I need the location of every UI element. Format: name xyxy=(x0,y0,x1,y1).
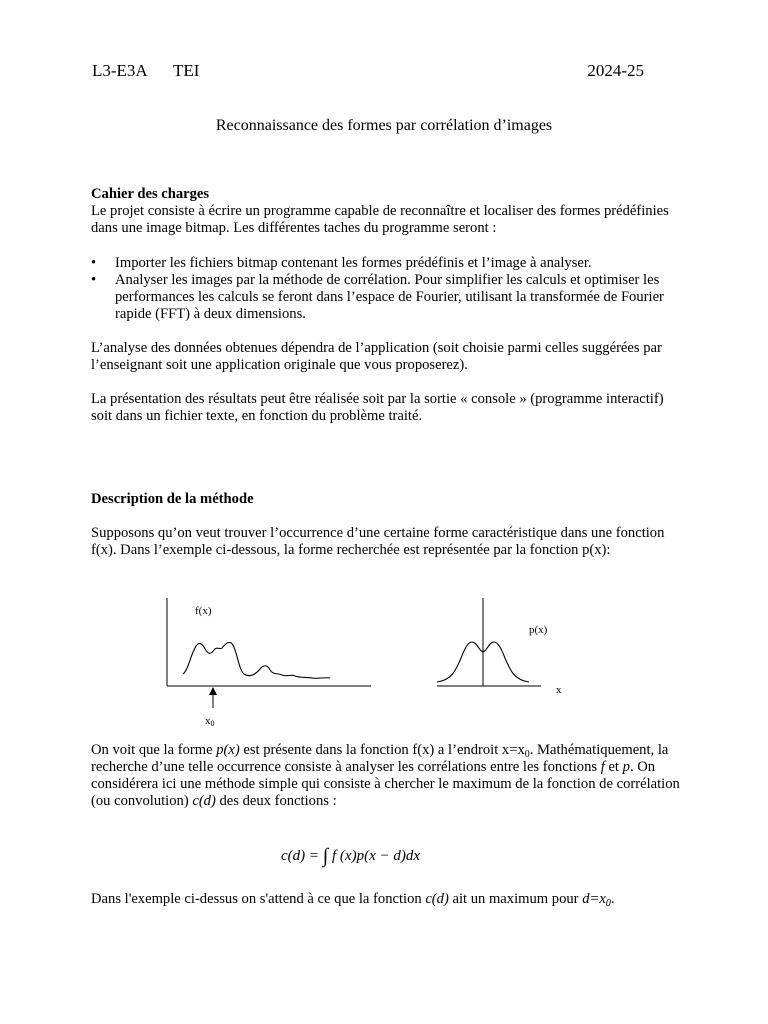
cahier-bullets xyxy=(91,255,681,323)
section-cahier xyxy=(91,186,681,237)
formula-rhs: f (x)p(x − d)dx xyxy=(332,848,421,864)
bullet-item-import: • Importer les fichiers bitmap contenant les formes prédéfinis et l’image à analyser. xyxy=(91,255,681,272)
methode-intro: Supposons qu’on veut trouver l’occurrence d’une certaine forme caractéristique dans une fonction f(x). Dans l’exemple ci-dessous, la forme recherchée est représentée par la fonction p(x): xyxy=(91,525,665,558)
cahier-intro: Le projet consiste à écrire un programme capable de reconnaître et localiser des formes prédéfinies dans une image bitmap. Les différentes taches du programme seront : xyxy=(91,203,669,236)
bullet-item-analyse: • Analyser les images par la méthode de corrélation. Pour simplifier les calculs et optimiser les performances les calculs se feront dans l’espace de Fourier, utilisant la transformée de Fourier rapide (FFT) à deux dimensions. xyxy=(91,272,681,323)
course-code: L3-E3A xyxy=(92,61,148,80)
x0-arrow-head xyxy=(209,687,217,695)
example-figure xyxy=(0,590,768,740)
document-title: Reconnaissance des formes par corrélation d’images xyxy=(215,117,553,134)
cahier-heading: Cahier des charges xyxy=(91,186,210,202)
methode-conclusion: Dans l'exemple ci-dessus on s'attend à ce que la fonction c(d) ait un maximum pour $d=x_0$. xyxy=(91,891,615,909)
integral-symbol: ∫ xyxy=(322,845,329,867)
methode-heading: Description de la méthode xyxy=(91,491,254,507)
correlation-formula xyxy=(281,845,421,867)
fx-curve xyxy=(183,642,330,678)
academic-year: 2024-25 xyxy=(587,61,644,80)
px-plot xyxy=(437,598,562,696)
x-axis-label: x xyxy=(556,684,562,696)
subject-code: TEI xyxy=(173,61,200,80)
fx-label: f(x) xyxy=(195,605,212,617)
formula-lhs: c(d) = xyxy=(281,848,320,864)
methode-paragraph: On voit que la forme p(x) est présente dans la fonction f(x) a l’endroit $x=x_0$. Mathématiquement, la recherche d’une telle occurrence consiste à analyser les corrélations entre les fonctions f et p. On considérera ici une méthode simple qui consiste à chercher le maximum de la fonction de corrélation (ou convolution) c(d) des deux fonctions : xyxy=(91,742,680,809)
cahier-presentation: La présentation des résultats peut être réalisée soit par la sortie « console » (programme interactif) soit dans un fichier texte, en fonction du problème traité. xyxy=(91,391,664,424)
cahier-analysis: L’analyse des données obtenues dépendra de l’application (soit choisie parmi celles suggérées par l’enseignant soit une application originale que vous proposerez). xyxy=(91,340,662,373)
px-label: p(x) xyxy=(529,624,548,636)
x0-label: x0 xyxy=(205,715,215,728)
fx-plot xyxy=(167,598,371,728)
